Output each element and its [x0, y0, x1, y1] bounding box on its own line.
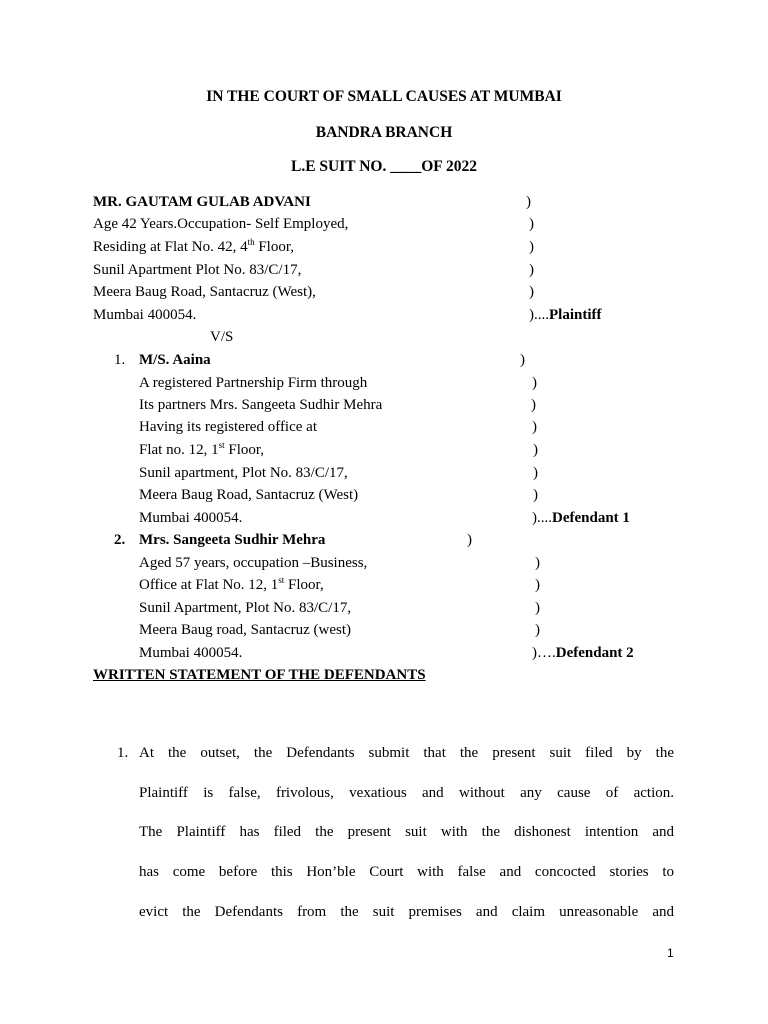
plaintiff-road: Meera Baug Road, Santacruz (West), — [93, 284, 316, 300]
defendant1-city: Mumbai 400054. — [139, 510, 243, 526]
defendant1-firm: A registered Partnership Firm through — [139, 375, 368, 391]
plaintiff-apartment: Sunil Apartment Plot No. 83/C/17, — [93, 262, 302, 278]
paragraph-line: has come before this Hon’ble Court with false and concocted stories to — [139, 864, 674, 880]
defendant1-apartment: Sunil apartment, Plot No. 83/C/17, — [139, 465, 348, 481]
defendant2-number: 2. — [114, 532, 126, 548]
section-title: WRITTEN STATEMENT OF THE DEFENDANTS — [93, 667, 426, 683]
defendant2-apartment: Sunil Apartment, Plot No. 83/C/17, — [139, 600, 352, 616]
defendant1-partners: Its partners Mrs. Sangeeta Sudhir Mehra — [139, 397, 383, 413]
defendant2-name: Mrs. Sangeeta Sudhir Mehra — [139, 532, 326, 548]
paren: ) — [535, 622, 540, 638]
paren: ) — [532, 419, 537, 435]
paren: ) — [529, 216, 534, 232]
defendant1-number: 1. — [114, 352, 126, 368]
paren: ) — [535, 600, 540, 616]
defendant1-road: Meera Baug Road, Santacruz (West) — [139, 487, 359, 503]
paragraph-line: The Plaintiff has filed the present suit with the dishonest intention and — [139, 824, 674, 840]
paren: ) — [531, 397, 536, 413]
paren: ) — [529, 284, 534, 300]
plaintiff-role: )....Plaintiff — [529, 307, 602, 323]
paragraph-line: evict the Defendants from the suit premises and claim unreasonable and — [139, 904, 674, 920]
paren: ) — [526, 194, 531, 210]
paren: ) — [520, 352, 525, 368]
page-number: 1 — [667, 946, 674, 960]
defendant2-role: )….Defendant 2 — [532, 645, 634, 661]
branch-heading: BANDRA BRANCH — [315, 124, 453, 141]
defendant2-occupation: Aged 57 years, occupation –Business, — [139, 555, 368, 571]
paren: ) — [533, 487, 538, 503]
paren: ) — [529, 262, 534, 278]
defendant2-city: Mumbai 400054. — [139, 645, 243, 661]
defendant2-office: Office at Flat No. 12, 1st Floor, — [139, 575, 324, 593]
plaintiff-occupation: Age 42 Years.Occupation- Self Employed, — [93, 216, 349, 232]
paren: ) — [533, 465, 538, 481]
court-heading: IN THE COURT OF SMALL CAUSES AT MUMBAI — [206, 88, 562, 105]
suit-number-heading: L.E SUIT NO. ____OF 2022 — [290, 158, 478, 175]
versus-label: V/S — [210, 329, 234, 345]
defendant1-office: Having its registered office at — [139, 419, 317, 435]
plaintiff-residence: Residing at Flat No. 42, 4th Floor, — [93, 237, 294, 255]
paren: ) — [535, 555, 540, 571]
defendant1-name: M/S. Aaina — [139, 352, 211, 368]
defendant1-role: )....Defendant 1 — [532, 510, 630, 526]
plaintiff-name: MR. GAUTAM GULAB ADVANI — [93, 194, 311, 210]
paren: ) — [535, 577, 540, 593]
paren: ) — [532, 375, 537, 391]
defendant1-flat: Flat no. 12, 1st Floor, — [139, 440, 265, 458]
paragraph-line: At the outset, the Defendants submit that the present suit filed by the — [139, 745, 674, 761]
paren: ) — [533, 442, 538, 458]
plaintiff-city: Mumbai 400054. — [93, 307, 197, 323]
paragraph-number: 1. — [117, 745, 129, 761]
paren: ) — [467, 532, 472, 548]
defendant2-road: Meera Baug road, Santacruz (west) — [139, 622, 351, 638]
paragraph-line: Plaintiff is false, frivolous, vexatious and without any cause of action. — [139, 785, 674, 801]
paren: ) — [529, 239, 534, 255]
